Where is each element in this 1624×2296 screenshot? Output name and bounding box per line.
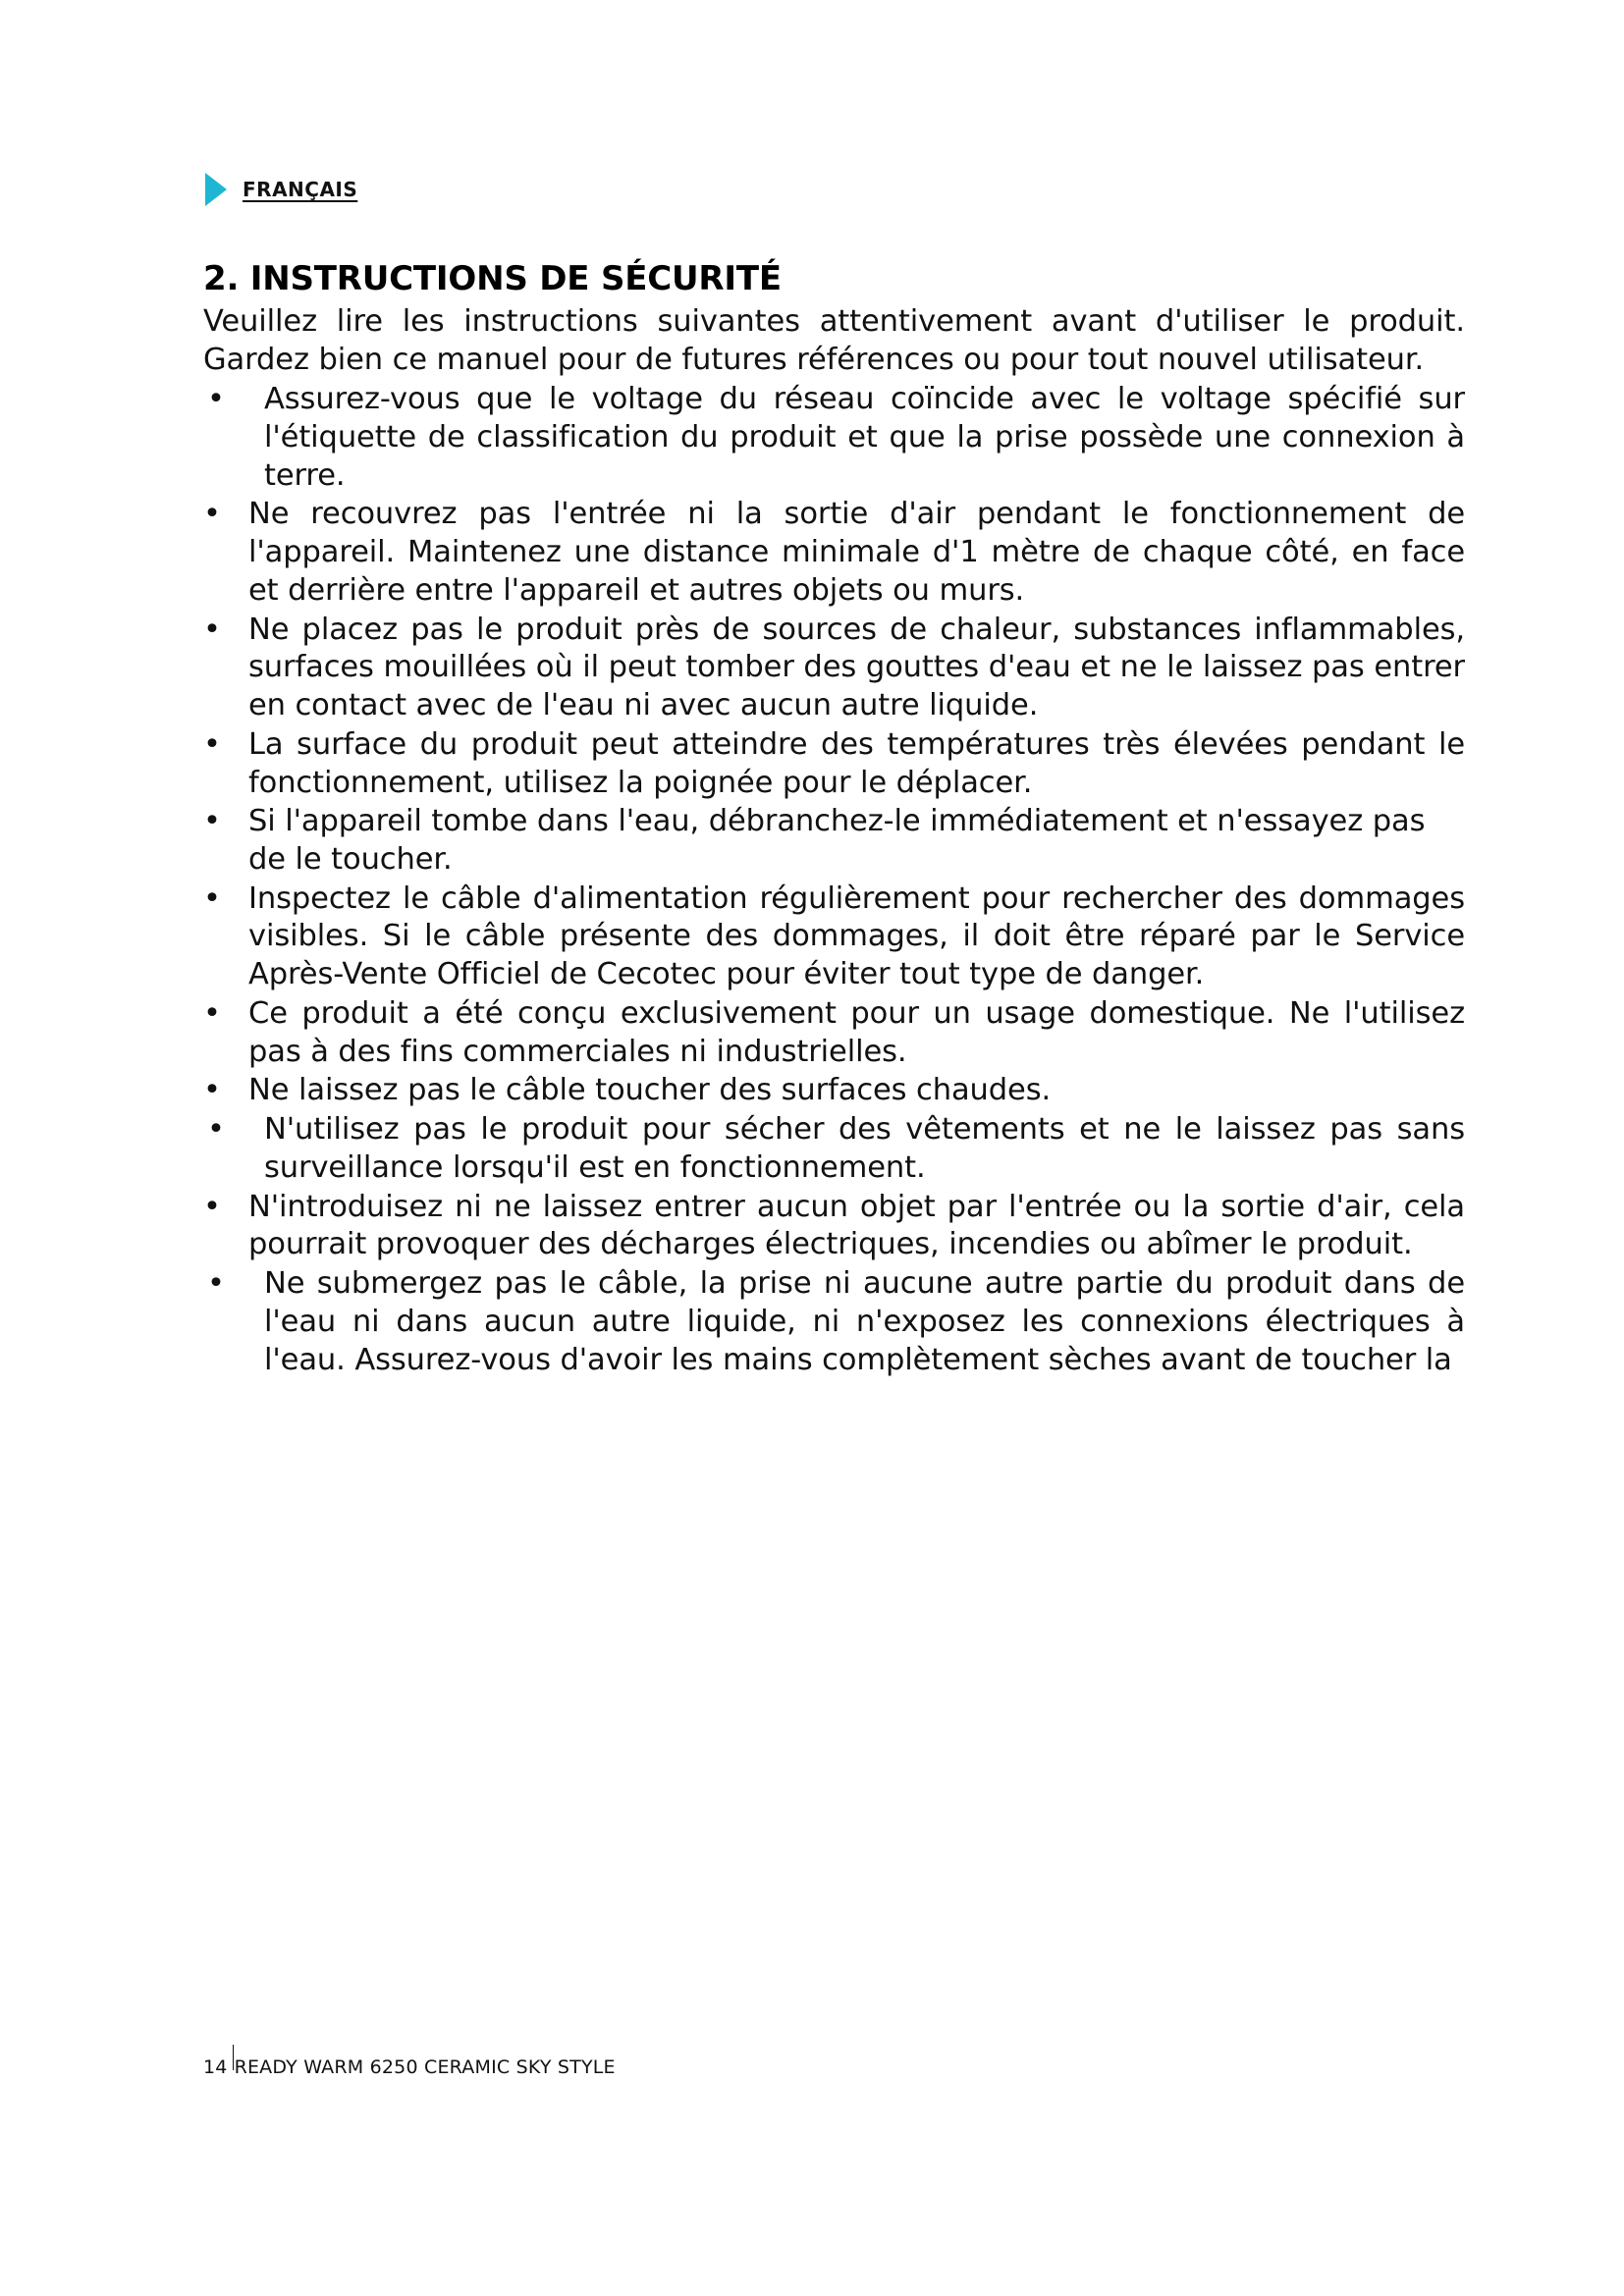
bullet-icon: • xyxy=(203,1189,221,1224)
bullet-icon: • xyxy=(203,804,221,839)
section-title: 2. INSTRUCTIONS DE SÉCURITÉ xyxy=(203,259,782,298)
language-label: FRANÇAIS xyxy=(243,178,358,201)
list-item-text: Ne recouvrez pas l'entrée ni la sortie d'air pendant le fonctionnement de l'appareil. Maintenez une distance minimale d'1 mètre de chaque côté, en face et derrière entre l'appareil et autres objets ou murs. xyxy=(248,497,1465,608)
page-number: 14 xyxy=(203,2056,228,2078)
crop-mark xyxy=(233,2045,234,2070)
list-item-text: Si l'appareil tombe dans l'eau, débranchez-le immédiatement et n'essayez pas de le toucher. xyxy=(248,804,1426,877)
document-title: READY WARM 6250 CERAMIC SKY STYLE xyxy=(234,2056,616,2078)
list-item-text: Ce produit a été conçu exclusivement pour un usage domestique. Ne l'utilisez pas à des fins commerciales ni industrielles. xyxy=(248,995,1465,1069)
bullet-icon: • xyxy=(207,1266,225,1302)
list-item xyxy=(203,726,1465,802)
list-item-text: Inspectez le câble d'alimentation régulièrement pour rechercher des dommages visibles. Si le câble présente des dommages, il doit être réparé par le Service Après-Vente Officiel de Cecotec pour éviter tout type de danger. xyxy=(248,881,1465,992)
list-item xyxy=(203,496,1465,610)
page-content xyxy=(203,167,1465,1380)
bullet-icon: • xyxy=(207,382,225,417)
list-item-text: Assurez-vous que le voltage du réseau coïncide avec le voltage spécifié sur l'étiquette de classification du produit et que la prise possède une connexion à terre. xyxy=(264,382,1465,493)
list-item-text: N'introduisez ni ne laissez entrer aucun objet par l'entrée ou la sortie d'air, cela pourrait provoquer des décharges électriques, incendies ou abîmer le produit. xyxy=(248,1189,1465,1262)
bullet-icon: • xyxy=(207,1112,225,1148)
list-item xyxy=(203,612,1465,725)
list-item xyxy=(203,803,1465,879)
list-item-text: Ne placez pas le produit près de sources de chaleur, substances inflammables, surfaces mouillées où il peut tomber des gouttes d'eau et ne le laissez pas entrer en contact avec de l'eau ni avec aucun autre liquide. xyxy=(248,612,1465,723)
list-item xyxy=(203,1265,1465,1379)
safety-instructions-list xyxy=(203,381,1465,1379)
list-item xyxy=(203,881,1465,994)
list-item-text: N'utilisez pas le produit pour sécher des vêtements et ne le laissez pas sans surveillance lorsqu'il est en fonctionnement. xyxy=(264,1112,1465,1185)
section-intro: Veuillez lire les instructions suivantes attentivement avant d'utiliser le produit. Gardez bien ce manuel pour de futures références ou pour tout nouvel utilisateur. xyxy=(203,304,1465,378)
page-footer xyxy=(203,2056,1465,2078)
list-item xyxy=(203,1111,1465,1187)
bullet-icon: • xyxy=(203,726,221,762)
list-item-text: Ne laissez pas le câble toucher des surfaces chaudes. xyxy=(248,1073,1052,1108)
list-item xyxy=(203,995,1465,1071)
bullet-icon: • xyxy=(203,612,221,647)
bullet-icon: • xyxy=(203,497,221,532)
list-item-text: Ne submergez pas le câble, la prise ni aucune autre partie du produit dans de l'eau ni dans aucun autre liquide, ni n'exposez les connexions électriques à l'eau. Assurez-vous d'avoir les mains complètement sèches avant de toucher la xyxy=(264,1266,1465,1377)
bullet-icon: • xyxy=(203,1073,221,1108)
bullet-icon: • xyxy=(203,995,221,1031)
list-item xyxy=(203,381,1465,495)
bullet-icon: • xyxy=(203,881,221,916)
list-item xyxy=(203,1072,1465,1110)
list-item xyxy=(203,1189,1465,1264)
list-item-text: La surface du produit peut atteindre des températures très élevées pendant le fonctionnement, utilisez la poignée pour le déplacer. xyxy=(248,726,1465,800)
triangle-right-icon xyxy=(203,171,229,208)
language-header xyxy=(203,167,1465,212)
